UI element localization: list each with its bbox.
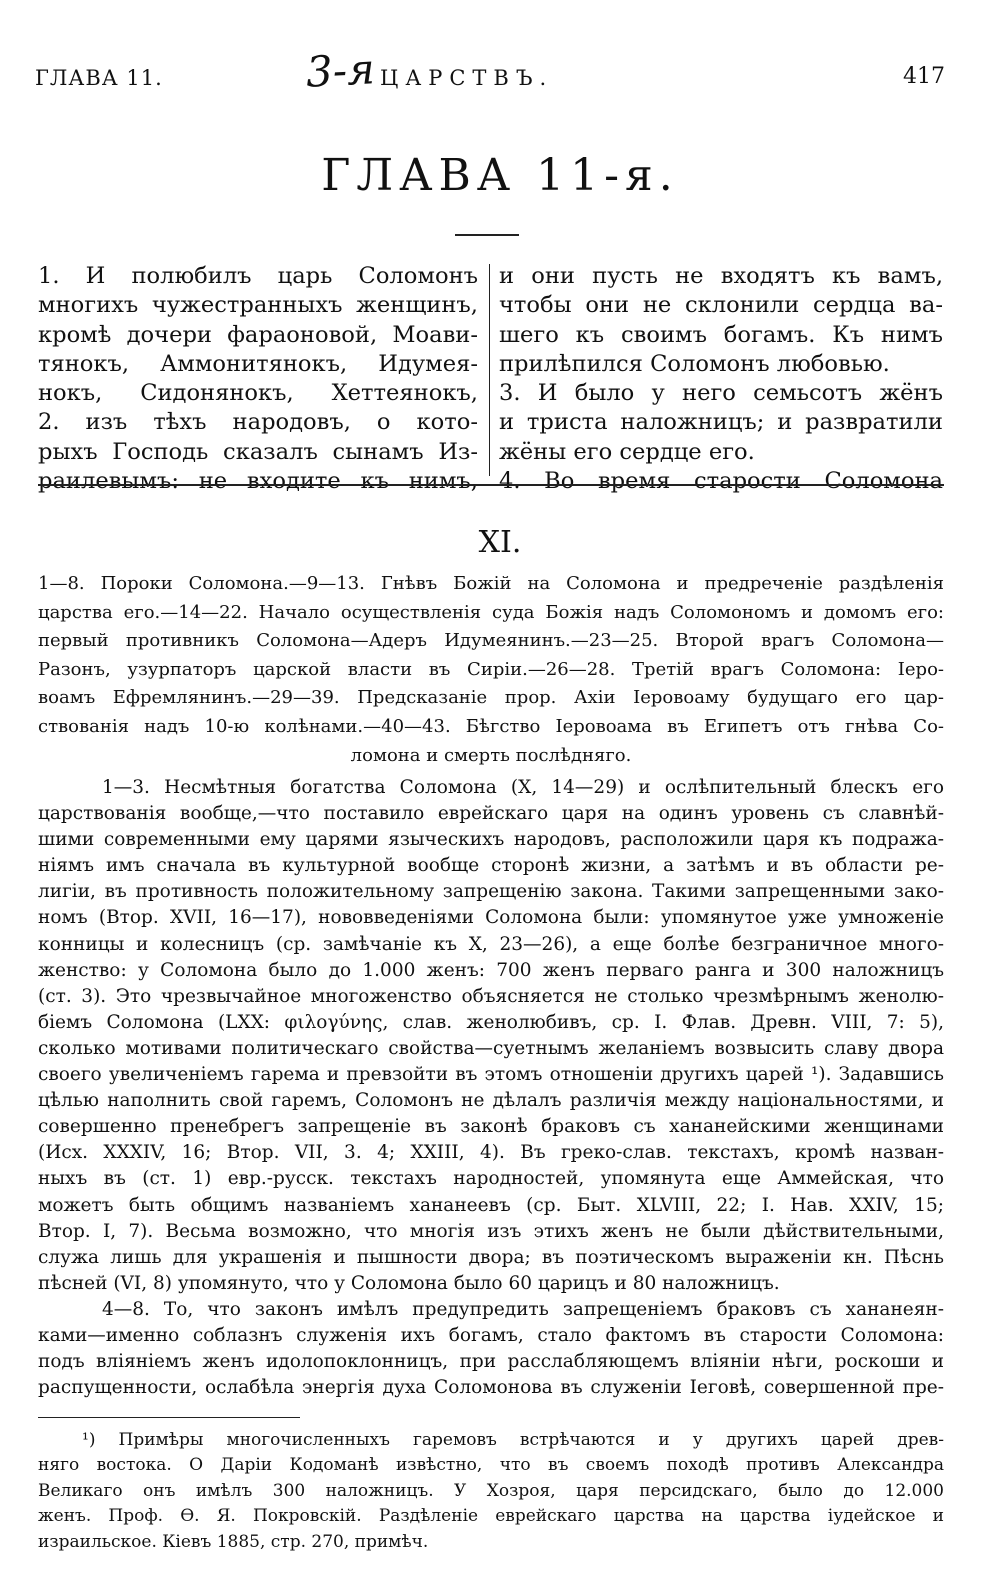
commentary-line: цѣлью наполнить свой гаремъ, Соломонъ не дѣлалъ различія между національностями, и [38,1090,944,1112]
chapter-title: ГЛАВА 11-я. [321,150,679,201]
page-number: 417 [903,64,945,89]
summary-line: ломона и смерть послѣдняго. [350,744,632,766]
commentary-line: (Исх. XXXIV, 16; Втор. VII, 3. 4; XXIII, 4). Въ греко-слав. текстахъ, кромѣ назван- [38,1142,944,1164]
verse-line: тянокъ, Аммонитянокъ, Идумея- [38,350,478,377]
commentary-line: конницы и колесницъ (ср. замѣчаніе къ X, 23—26), а еще болѣе безграничное много- [38,933,944,955]
verse-line: жёны его сердце его. [499,438,755,465]
commentary-line: Втор. I, 7). Весьма возможно, что многія изъ этихъ женъ не были дѣйствительными, [38,1220,944,1242]
footnote-line: женъ. Проф. Ѳ. Я. Покровскій. Раздѣленіе еврейскаго царства на царства іудейское и [38,1506,944,1527]
verse-line: 1. И полюбилъ царь Соломонъ [38,263,478,289]
verse-line: и они пусть не входятъ къ вамъ, [499,263,943,289]
footnote-line: няго востока. О Даріи Кодоманѣ извѣстно, что въ своемъ походѣ противъ Александра [38,1455,944,1476]
footnote-line: израильское. Кіевъ 1885, стр. 270, примѣч. [38,1531,429,1552]
verse-line: шего къ своимъ богамъ. Къ нимъ [499,321,943,348]
verses-right-column [499,262,943,496]
commentary-line: (ст. 3). Это чрезвычайное многоженство объясняется не столько чрезмѣрнымъ женолю- [38,985,944,1007]
summary-line: Разонъ, узурпаторъ царской власти въ Сиріи.—26—28. Третій врагъ Соломона: Іеро- [38,658,944,680]
commentary-line: совершенно пренебрегъ запрещеніе въ законѣ браковъ съ хананейскими женщинами [38,1116,944,1138]
verses-left-column [38,262,478,496]
commentary-line: служа лишь для украшенія и пышности двора; въ поэтическомъ выраженіи кн. Пѣснь [38,1246,944,1268]
verse-line: раилевымъ: не входите къ нимъ, [38,468,478,495]
commentary-line: своего увеличеніемъ гарема и превзойти въ этомъ отношеніи другихъ царей ¹). Задавшись [38,1064,944,1086]
commentary-line: 1—3. Несмѣтныя богатства Соломона (X, 14—29) и ослѣпительный блескъ его [102,777,944,798]
footnote-rule [38,1417,300,1418]
commentary-line: распущенности, ослабѣла энергія духа Соломонова въ служеніи Іеговѣ, совершенной пре- [38,1377,944,1399]
commentary-line: ныхъ въ (ст. 1) евр.-русск. текстахъ народностей, упомянута еще Аммейская, что [38,1168,944,1190]
commentary-line: можетъ быть общимъ названіемъ хананеевъ (ср. Быт. XLVIII, 22; І. Нав. XXIV, 15; [38,1194,944,1216]
commentary-line: ками—именно соблазнъ служенія ихъ богамъ, стало фактомъ въ старости Соломона: [38,1324,944,1346]
commentary-line: лигіи, въ противность положительному запрещенію закона. Такими запрещенными зако- [38,881,944,903]
verse-line: кромѣ дочери фараоновой, Моави- [38,321,478,348]
column-divider [489,264,490,476]
verse-line: 3. И было у него семьсотъ жёнъ [499,380,943,407]
title-rule [455,234,519,236]
summary-line: царства его.—14—22. Начало осуществленія суда Божія надъ Соломономъ и домомъ его: [38,601,944,623]
commentary-line: біемъ Соломона (LXX: φιλογύνης, слав. женолюбивъ, ср. І. Флав. Древн. VIII, 7: 5), [38,1011,944,1033]
footnote [38,1428,944,1555]
commentary-line: 4—8. То, что законъ имѣлъ предупредить запрещеніемъ браковъ съ хананеян- [102,1298,944,1320]
summary-line: первый противникъ Соломона—Адеръ Идумеянинъ.—23—25. Второй врагъ Соломона— [38,630,944,652]
verse-line: 4. Во время старости Соломона [499,468,943,495]
footnote-line: ¹) Примѣры многочисленныхъ гаремовъ встрѣчаются и у другихъ царей древ- [82,1430,944,1450]
verse-line: чтобы они не склонили сердца ва- [499,292,943,319]
commentary-line: пѣсней (VI, 8) упомянуто, что у Соломона было 60 царицъ и 80 наложницъ. [38,1272,780,1294]
summary-line: ствованія надъ 10-ю колѣнами.—40—43. Бѣгство Іеровоама въ Египетъ отъ гнѣва Со- [38,715,944,737]
commentary-line: царствованія вообще,—что поставило еврейскаго царя на одинъ уровень съ славнѣй- [38,803,944,825]
summary-line: 1—8. Пороки Соломона.—9—13. Гнѣвъ Божій на Соломона и предреченіе раздѣленія [38,573,944,594]
verse-line: рыхъ Господь сказалъ сынамъ Из- [38,438,478,465]
commentary-line: шими современными ему царями языческихъ народовъ, расположили царя къ подража- [38,829,944,851]
handwritten-annotation: 3-я [304,44,376,97]
verse-line: прилѣпился Соломонъ любовью. [499,350,890,377]
summary-line: воамъ Ефремлянинъ.—29—39. Предсказаніе прор. Ахіи Іеровоаму будущаго его цар- [38,687,944,709]
footnote-line: Великаго онъ имѣлъ 300 наложницъ. У Хозроя, царя персидскаго, было до 12.000 [38,1480,944,1501]
commentary-line: сколько мотивами политическаго свойства—суетнымъ желаніемъ возвысить славу двора [38,1037,944,1059]
commentary-line: ніямъ имъ сначала въ культурной вообще сторонѣ жизни, а затѣмъ и въ области ре- [38,855,944,877]
verse-line: и триста наложницъ; и развратили [499,409,943,436]
running-header-chapter: ГЛАВА 11. [35,66,163,90]
chapter-summary [38,570,944,770]
verses-bottom-rule [38,484,944,486]
commentary-line: подъ вліяніемъ женъ идолопоклонницъ, при расслабляющемъ вліяніи нѣги, роскоши и [38,1351,944,1373]
verse-line: многихъ чужестранныхъ женщинъ, [38,292,478,319]
verse-line: 2. изъ тѣхъ народовъ, о кото- [38,409,478,436]
commentary-line: номъ (Втор. XVII, 16—17), нововведеніями Соломона были: упомянутое уже умноженіе [38,907,944,929]
verse-line: нокъ, Сидонянокъ, Хеттеянокъ, [38,380,478,407]
commentary-line: женство: у Соломона было до 1.000 женъ: 700 женъ перваго ранга и 300 наложницъ [38,959,944,981]
running-header-book: ЦАРСТВЪ. [380,66,554,90]
commentary [38,775,944,1401]
section-number: XI. [478,525,522,560]
